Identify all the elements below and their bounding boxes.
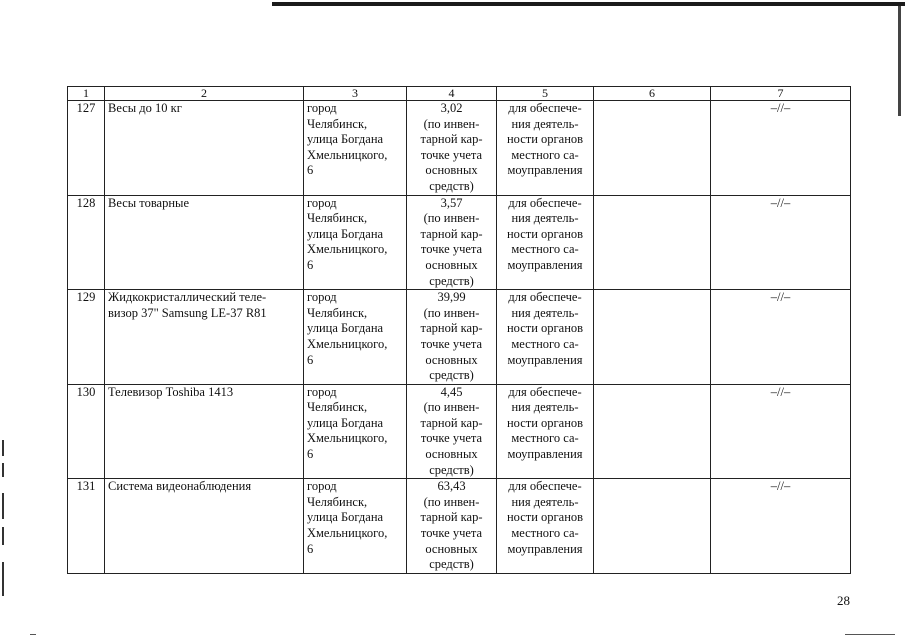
item-address: город Челябинск, улица Богдана Хмельницкого, 6 [304,101,407,196]
item-purpose: для обеспече- ния деятель- ности органов местного са- моуправления [497,290,594,385]
item-value: 39,99 (по инвен- тарной кар- точке учета основных средств) [407,290,497,385]
item-purpose: для обеспече- ния деятель- ности органов местного са- моуправления [497,384,594,479]
item-address: город Челябинск, улица Богдана Хмельницкого, 6 [304,479,407,574]
column-6-cell [594,290,711,385]
column-header: 7 [711,87,851,101]
item-address: город Челябинск, улица Богдана Хмельницкого, 6 [304,290,407,385]
item-address: город Челябинск, улица Богдана Хмельницкого, 6 [304,384,407,479]
column-6-cell [594,384,711,479]
item-value: 4,45 (по инвен- тарной кар- точке учета основных средств) [407,384,497,479]
table-row [68,290,851,385]
column-header: 4 [407,87,497,101]
column-header: 3 [304,87,407,101]
item-name: Весы товарные [105,195,304,290]
ditto-mark: –//– [711,384,851,479]
column-6-cell [594,479,711,574]
table-row [68,101,851,196]
item-purpose: для обеспече- ния деятель- ности органов местного са- моуправления [497,195,594,290]
item-name: Жидкокристаллический теле- визор 37" Samsung LE-37 R81 [105,290,304,385]
item-value: 63,43 (по инвен- тарной кар- точке учета основных средств) [407,479,497,574]
row-number: 128 [68,195,105,290]
item-name: Система видеонаблюдения [105,479,304,574]
header-row [68,87,851,101]
top-scan-border [272,2,905,6]
ditto-mark: –//– [711,290,851,385]
row-number: 127 [68,101,105,196]
table-row [68,479,851,574]
row-number: 130 [68,384,105,479]
item-value: 3,57 (по инвен- тарной кар- точке учета основных средств) [407,195,497,290]
item-purpose: для обеспече- ния деятель- ности органов местного са- моуправления [497,479,594,574]
item-address: город Челябинск, улица Богдана Хмельницкого, 6 [304,195,407,290]
item-value: 3,02 (по инвен- тарной кар- точке учета основных средств) [407,101,497,196]
item-purpose: для обеспече- ния деятель- ности органов местного са- моуправления [497,101,594,196]
row-number: 129 [68,290,105,385]
column-6-cell [594,195,711,290]
row-number: 131 [68,479,105,574]
ditto-mark: –//– [711,479,851,574]
right-scan-edge [898,6,901,116]
ditto-mark: –//– [711,101,851,196]
column-header: 5 [497,87,594,101]
item-name: Телевизор Toshiba 1413 [105,384,304,479]
table-row [68,384,851,479]
column-header: 1 [68,87,105,101]
ditto-mark: –//– [711,195,851,290]
property-register-table [67,86,851,574]
column-header: 6 [594,87,711,101]
item-name: Весы до 10 кг [105,101,304,196]
page-number: 28 [837,593,850,608]
column-6-cell [594,101,711,196]
column-header: 2 [105,87,304,101]
table-row [68,195,851,290]
